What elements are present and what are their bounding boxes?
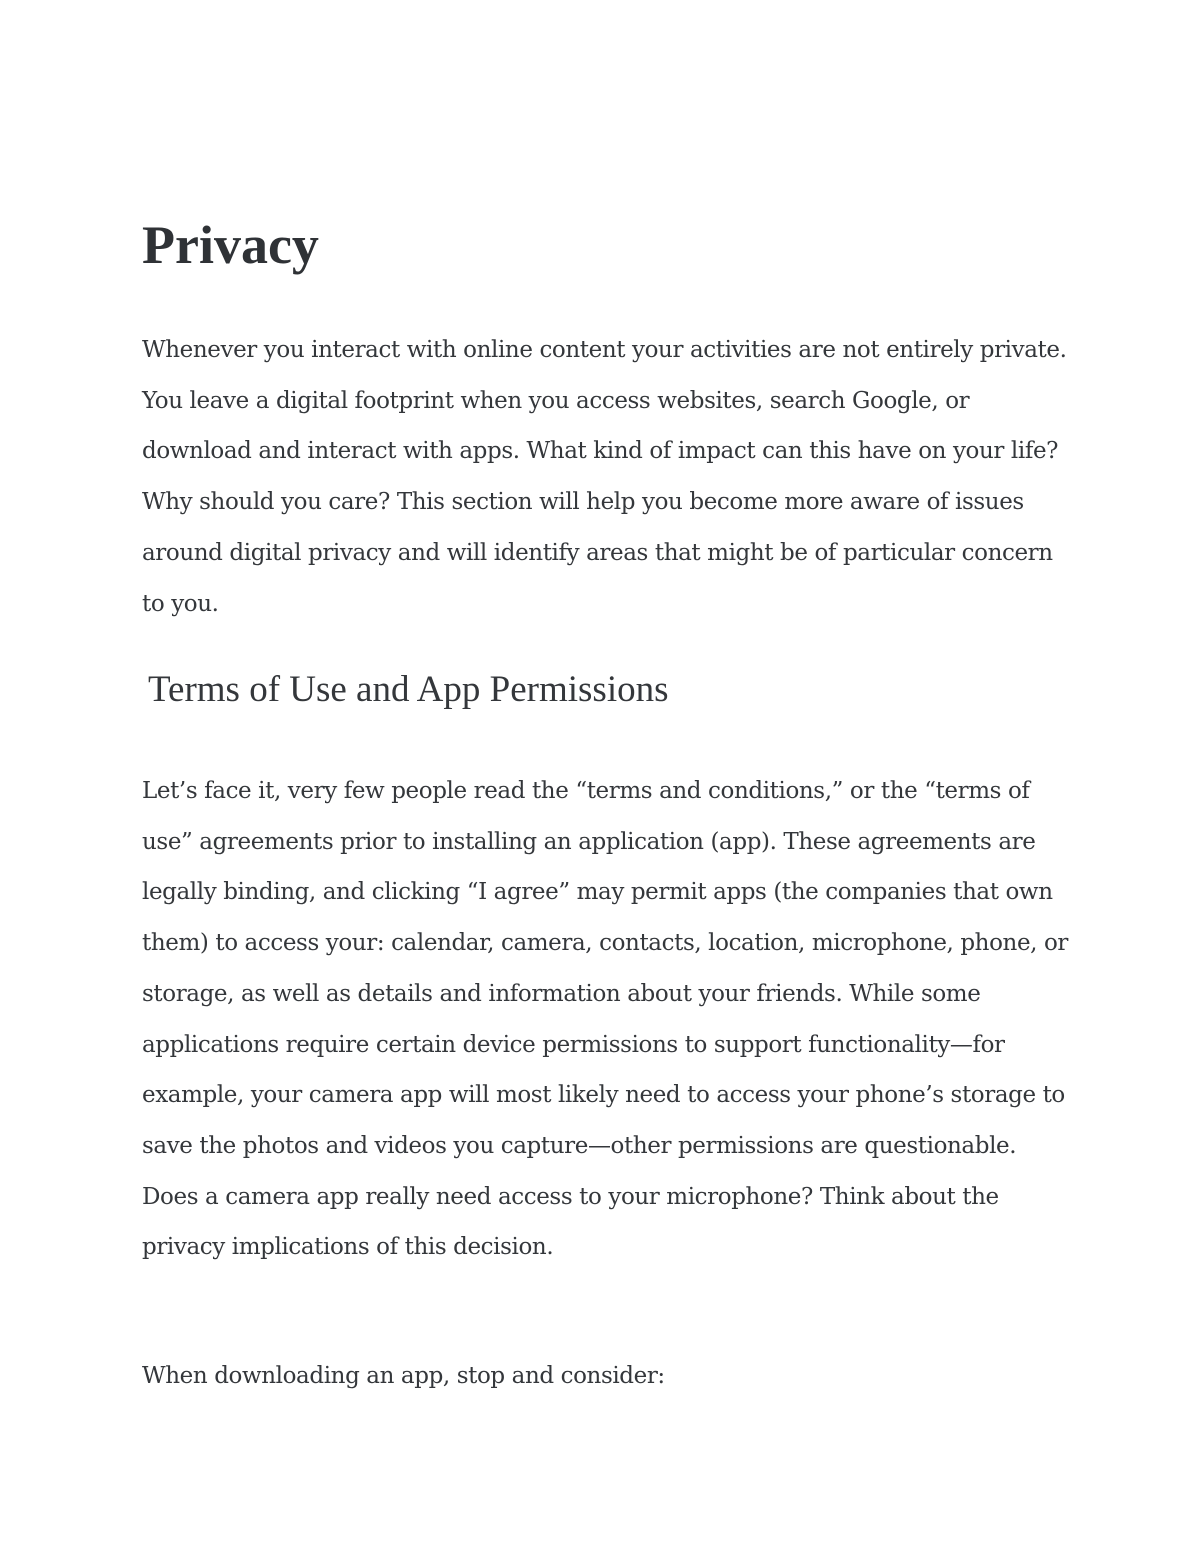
section-heading: Terms of Use and App Permissions [148, 669, 669, 710]
closing-paragraph: When downloading an app, stop and consider: [142, 1363, 665, 1389]
page-title: Privacy [142, 215, 319, 275]
terms-paragraph: Let’s face it, very few people read the “terms and conditions,” or the “terms of use” agreements prior to installing an application (app). These agreements are legally binding, and clicking “I agree” may permit apps (the companies that own them) to access your: calendar, camera, contacts, location, microphone, phone, or storage, as well as details and information about your friends. While some applications require certain device permissions to support functionality—for example, your camera app will most likely need to access your phone’s storage to save the photos and videos you capture—other permissions are questionable. Does a camera app really need access to your microphone? Think about the privacy implications of this decision. [142, 778, 1069, 1261]
intro-paragraph: Whenever you interact with online content your activities are not entirely private. You leave a digital footprint when you access websites, search Google, or download and interact with apps. What kind of impact can this have on your life? Why should you care? This section will help you become more aware of issues around digital privacy and will identify areas that might be of particular concern to you. [142, 337, 1067, 617]
